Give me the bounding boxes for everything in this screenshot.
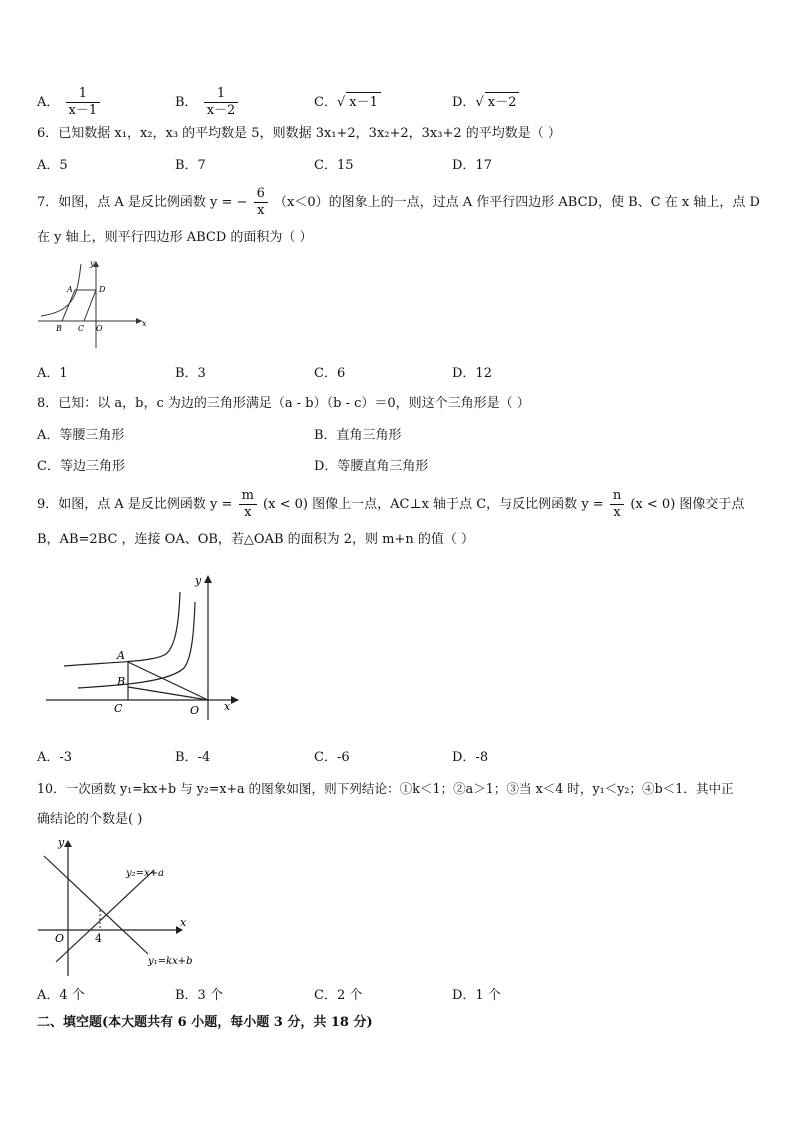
- q6-option-c: C．15: [314, 158, 354, 173]
- q7-figure: [36, 258, 148, 352]
- section2-heading: 二、填空题(本大题共有 6 小题，每小题 3 分，共 18 分): [37, 1015, 373, 1030]
- q6-stem: 6．已知数据 x₁，x₂，x₃ 的平均数是 5，则数据 3x₁+2，3x₂+2，3x₃+2 的平均数是（ ）: [37, 126, 561, 141]
- q7-fraction: $\frac{6}{x}$: [254, 186, 268, 219]
- q7-label-c: C: [78, 324, 85, 333]
- q7-stem-line1: 7．如图，点 A 是反比例函数 y = − $\frac{6}{x}$ （x＜0）的图象上的一点，过点 A 作平行四边形 ABCD，使 B、C 在 x 轴上，点 D: [37, 186, 760, 218]
- q9-segment-oa: [128, 662, 208, 700]
- q10-option-a: A．4 个: [37, 988, 85, 1003]
- q9-label-c: C: [114, 702, 123, 715]
- q10-option-d: D．1 个: [452, 988, 501, 1003]
- q10-line-y2: [56, 870, 154, 962]
- q5-option-c: C．√ x－1: [314, 92, 381, 113]
- q7-option-d: D．12: [452, 366, 492, 381]
- q9-figure: [44, 570, 244, 722]
- q9-option-c: C．-6: [314, 750, 350, 765]
- q7-label-x: x: [142, 319, 147, 328]
- q7-stem-line2: 在 y 轴上，则平行四边形 ABCD 的面积为（ ）: [37, 230, 313, 245]
- q5-option-a-fraction: $\frac{1}{x-1}$: [66, 86, 101, 119]
- q7-label-o: O: [96, 324, 103, 333]
- q10-label-o: O: [55, 932, 65, 945]
- q6-option-d: D．17: [452, 158, 492, 173]
- q10-option-b: B．3 个: [175, 988, 223, 1003]
- q7-label-y: y: [90, 259, 95, 268]
- q9-label-o: O: [190, 704, 200, 717]
- q7-option-a: A．1: [37, 366, 68, 381]
- q7-option-b: B．3: [175, 366, 206, 381]
- q10-stem-line2: 确结论的个数是( ): [37, 812, 143, 827]
- q7-label-d: D: [99, 285, 106, 294]
- q9-option-a: A．-3: [37, 750, 73, 765]
- q6-option-a: A．5: [37, 158, 68, 173]
- q10-stem-line1: 10．一次函数 y₁=kx+b 与 y₂=x+a 的图象如图，则下列结论：①k＜1；②a＞1；③当 x＜4 时，y₁＜y₂；④b＜1．其中正: [37, 781, 734, 796]
- q8-stem: 8．已知：以 a，b，c 为边的三角形满足（a - b）（b - c）＝0，则这个三角形是（ ）: [37, 396, 530, 411]
- q10-label-y1: y₁=kx+b: [148, 956, 193, 967]
- q10-option-c: C．2 个: [314, 988, 363, 1003]
- q9-x-arrow: [231, 696, 239, 704]
- q9-stem-line1: 9．如图，点 A 是反比例函数 y = $\frac{m}{x}$ (x < 0) 图像上一点，AC⊥x 轴于点 C，与反比例函数 y = $\frac{n}{x}$ (x < 0) 图像交于点: [37, 488, 745, 520]
- q10-label-x: x: [180, 916, 187, 929]
- q9-label-a: A: [117, 649, 125, 662]
- q10-label-4: 4: [95, 932, 102, 945]
- q9-segment-ob: [128, 687, 208, 700]
- q9-label-x: x: [224, 700, 231, 713]
- q5-option-b: B． $\frac{1}{x-2}$: [175, 86, 240, 119]
- q5-option-b-fraction: $\frac{1}{x-2}$: [204, 86, 239, 119]
- q10-y-arrow: [64, 840, 72, 847]
- q10-label-y2: y₂=x+a: [126, 868, 165, 879]
- q9-fraction-m: $\frac{m}{x}$: [239, 488, 257, 521]
- q5-option-d: D．√ x－2: [452, 92, 519, 113]
- q10-label-y: y: [58, 836, 65, 849]
- q8-option-c: C．等边三角形: [37, 459, 125, 474]
- q9-stem-line2: B，AB=2BC ，连接 OA、OB，若△OAB 的面积为 2，则 m+n 的值（ ）: [37, 532, 475, 547]
- q9-y-arrow: [204, 575, 212, 583]
- q9-option-d: D．-8: [452, 750, 489, 765]
- q9-option-b: B．-4: [175, 750, 211, 765]
- q5-option-a: A． $\frac{1}{x-1}$: [37, 86, 102, 119]
- q9-label-y: y: [195, 574, 202, 587]
- q9-label-b: B: [117, 675, 126, 688]
- q7-label-b: B: [56, 324, 62, 333]
- q7-label-a: A: [67, 285, 73, 294]
- q8-option-b: B．直角三角形: [314, 428, 402, 443]
- q7-option-c: C．6: [314, 366, 346, 381]
- q9-fraction-n: $\frac{n}{x}$: [610, 488, 624, 521]
- q6-option-b: B．7: [175, 158, 206, 173]
- q9-curve-n: [78, 602, 195, 688]
- q10-figure: [36, 834, 206, 978]
- q8-option-d: D．等腰直角三角形: [314, 459, 429, 474]
- q8-option-a: A．等腰三角形: [37, 428, 125, 443]
